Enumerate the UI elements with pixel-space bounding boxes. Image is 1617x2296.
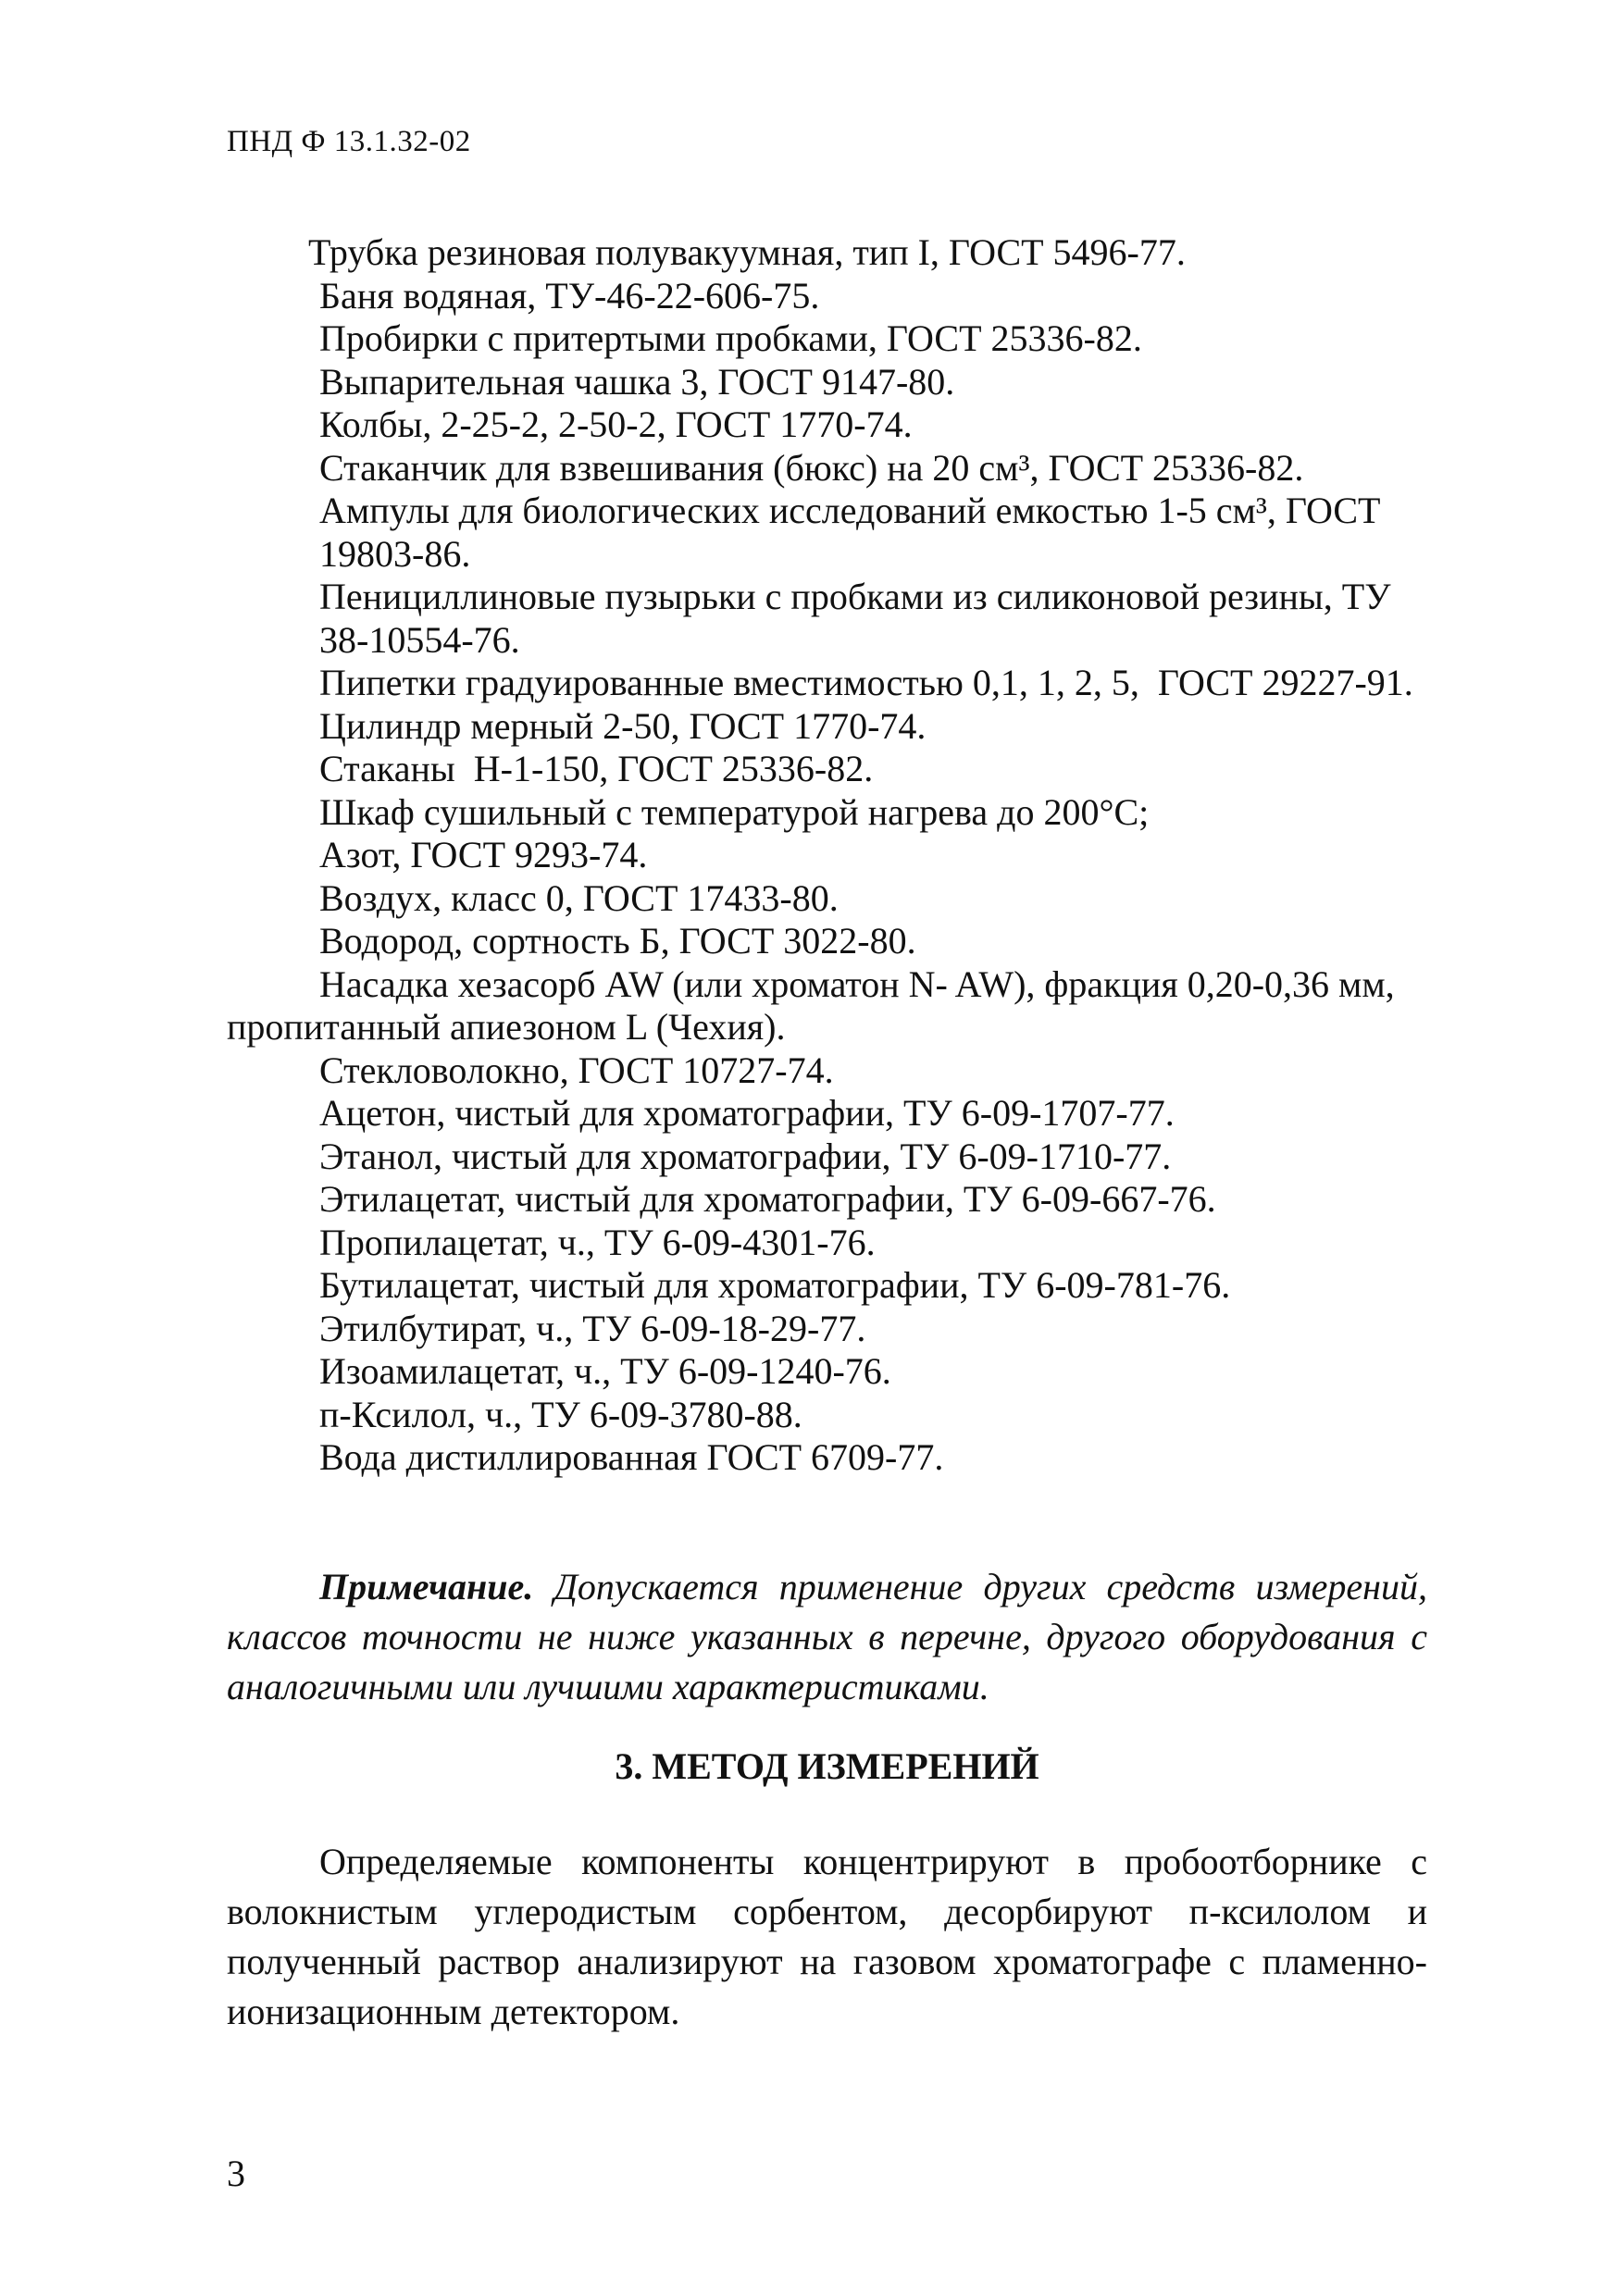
list-item: Азот, ГОСТ 9293-74. [319, 834, 648, 875]
list-item: Шкаф сушильный с температурой нагрева до 200°С; [319, 790, 1150, 833]
list-item: Этилацетат, чистый для хроматографии, ТУ 6-09-667-76. [319, 1178, 1216, 1220]
list-item: Стаканы Н-1-150, ГОСТ 25336-82. [319, 748, 874, 789]
equipment-list [227, 231, 1430, 1480]
list-item: Выпарительная чашка 3, ГОСТ 9147-80. [319, 360, 955, 403]
list-item: Бутилацетат, чистый для хроматографии, ТУ 6-09-781-76. [319, 1264, 1231, 1306]
note-paragraph [227, 1562, 1427, 1712]
list-item: Пенициллиновые пузырьки с пробками из силиконовой резины, ТУ 38-10554-76. [319, 576, 1400, 661]
list-item: Насадка хезасорб AW (или хроматон N- AW), фракция 0,20-0,36 мм, пропитанный апиезоном L (Чехия). [227, 962, 1404, 1048]
section-body: Определяемые компоненты концентрируют в пробоотборнике с волокнистым углеродистым сорбентом, десорбируют п-ксилолом и полученный раствор анализируют на газовом хроматографе с пламенно-ионизационным детектором. [227, 1841, 1427, 2032]
list-item: Цилиндр мерный 2-50, ГОСТ 1770-74. [319, 704, 927, 747]
page-number: 3 [227, 2153, 245, 2194]
list-item: Ампулы для биологических исследований емкостью 1-5 см³, ГОСТ 19803-86. [319, 490, 1390, 575]
list-item: Воздух, класс 0, ГОСТ 17433-80. [319, 876, 839, 919]
note-text: Допускается применение других средств измерений, классов точности не ниже указанных в перечне, другого оборудования с аналогичными или лучшими характеристиками. [227, 1566, 1428, 1707]
list-item: Трубка резиновая полувакуумная, тип I, ГОСТ 5496-77. [308, 231, 1186, 273]
list-item: Пробирки с притертыми пробками, ГОСТ 25336-82. [319, 317, 1142, 359]
list-item: Этанол, чистый для хроматографии, ТУ 6-09-1710-77. [319, 1135, 1172, 1177]
list-item: Водород, сортность Б, ГОСТ 3022-80. [319, 920, 916, 962]
list-item: Стекловолокно, ГОСТ 10727-74. [319, 1049, 834, 1091]
list-item: Пропилацетат, ч., ТУ 6-09-4301-76. [319, 1221, 876, 1263]
page-header: ПНД Ф 13.1.32-02 [227, 125, 471, 158]
list-item: Ацетон, чистый для хроматографии, ТУ 6-09-1707-77. [319, 1092, 1175, 1134]
list-item: Изоамилацетат, ч., ТУ 6-09-1240-76. [319, 1350, 891, 1392]
list-item: Колбы, 2-25-2, 2-50-2, ГОСТ 1770-74. [319, 403, 913, 445]
list-item: Стаканчик для взвешивания (бюкс) на 20 см³, ГОСТ 25336-82. [319, 446, 1304, 489]
list-item: Пипетки градуированные вместимостью 0,1, 1, 2, 5, ГОСТ 29227-91. [319, 662, 1413, 703]
list-item: Баня водяная, ТУ-46-22-606-75. [319, 274, 820, 316]
list-item: Этилбутират, ч., ТУ 6-09-18-29-77. [319, 1307, 866, 1349]
list-item: Вода дистиллированная ГОСТ 6709-77. [319, 1436, 944, 1478]
list-item: п-Ксилол, ч., ТУ 6-09-3780-88. [319, 1393, 802, 1435]
note-lead: Примечание. [319, 1566, 534, 1607]
section-heading: 3. МЕТОД ИЗМЕРЕНИЙ [615, 1745, 1039, 1787]
